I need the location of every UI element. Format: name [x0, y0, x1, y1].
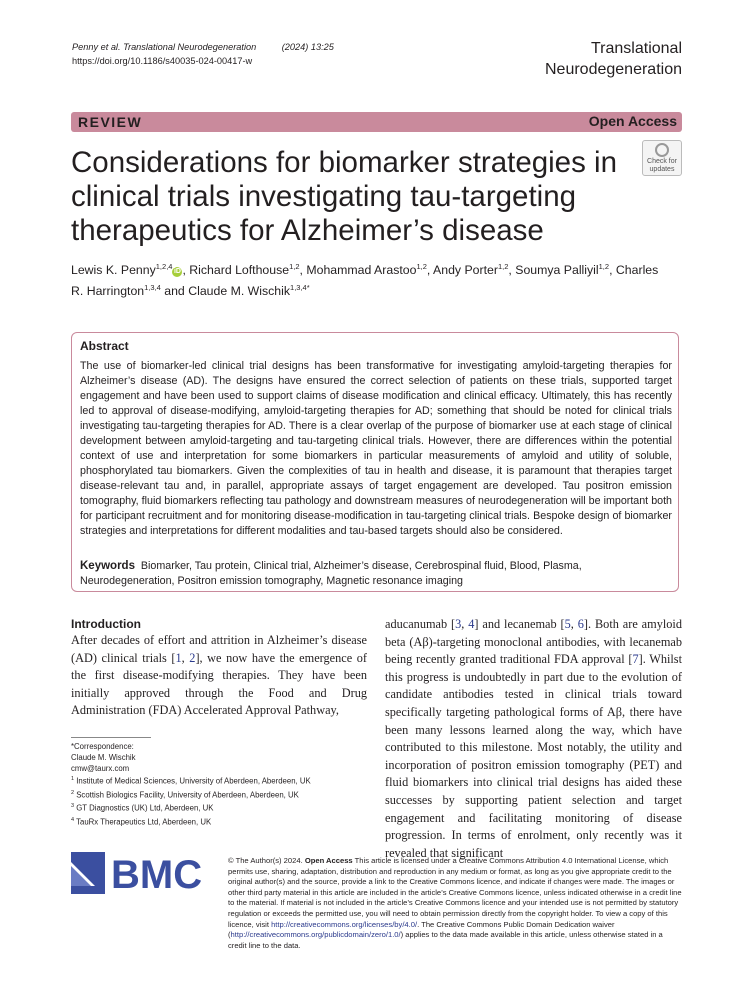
- correspondence-name: Claude M. Wischik: [71, 752, 136, 762]
- article-type: REVIEW: [78, 114, 143, 130]
- header-authors-journal: Penny et al. Translational Neurodegeneration: [72, 42, 257, 52]
- body-column-left: After decades of effort and attrition in Alzheimer’s disease (AD) clinical trials [1, 2], we now have the emergence of the first disease-modifying therapies. They have been initially approved through the Food and Drug Administration (FDA) Accelerated Approval Pathway,: [71, 633, 367, 718]
- bmc-logo-text: BMC: [111, 853, 203, 894]
- affiliation: $^1$ Institute of Medical Sciences, University of Aberdeen, Aberdeen, UK: [71, 776, 311, 786]
- citation-link[interactable]: 3: [455, 617, 462, 631]
- affiliation: $^3$ GT Diagnostics (UK) Ltd, Aberdeen, UK: [71, 803, 214, 813]
- citation-link[interactable]: 5: [564, 617, 571, 631]
- correspondence-label: *Correspondence:: [71, 742, 134, 751]
- running-header: [72, 40, 334, 68]
- introduction-heading: Introduction: [71, 617, 141, 631]
- author[interactable]: Lewis K. Penny: [71, 263, 156, 278]
- article-type-banner: [71, 112, 682, 132]
- abstract-heading: Abstract: [80, 339, 129, 353]
- keywords-list: Biomarker, Tau protein, Clinical trial, Alzheimer’s disease, Cerebrospinal fluid, Blood, Plasma, Neurodegeneration, Positron emission tomography, Magnetic resonance imaging: [80, 560, 582, 587]
- author-list: Lewis K. Penny$^{1,2,4}$iD , Richard Lofthouse$^{1,2}$, Mohammad Arastoo$^{1,2}$, Andy Porter$^{1,2}$, Soumya Palliyil$^{1,2}$, Charles R. Harrington$^{1,3,4}$ and Claude M. Wischik$^{1,3,4*}$: [71, 262, 659, 299]
- footnote-divider: [71, 737, 151, 738]
- public-domain-link[interactable]: http://creativecommons.org/publicdomain/zero/1.0/: [230, 930, 401, 940]
- author[interactable]: Claude M. Wischik: [188, 284, 291, 299]
- citation-link[interactable]: 6: [577, 617, 584, 631]
- citation-link[interactable]: 4: [468, 617, 475, 631]
- affiliation: $^2$ Scottish Biologics Facility, University of Aberdeen, Aberdeen, UK: [71, 789, 299, 800]
- author[interactable]: Richard Lofthouse: [189, 263, 290, 278]
- citation-link[interactable]: 1: [175, 650, 182, 665]
- correspondence-email[interactable]: cmw@taurx.com: [71, 763, 130, 773]
- license-link[interactable]: http://creativecommons.org/licenses/by/4.0/: [271, 919, 418, 929]
- citation-link[interactable]: 2: [189, 650, 196, 665]
- open-access-label: Open Access: [588, 113, 677, 129]
- footnotes: [71, 742, 367, 828]
- author[interactable]: Soumya Palliyil: [515, 263, 599, 278]
- header-year-volume: (2024) 13:25: [281, 42, 334, 52]
- abstract-text: The use of biomarker-led clinical trial designs has been transformative for investigating amyloid-targeting therapies for Alzheimer’s disease (AD). The designs have ensured the correct selection of patients on these trials, supported target engagement and have been used to support claims of disease modification and clinical efficacy. Ultimately, this has recently led to approval of disease-modifying, amyloid-targeting therapies for AD; something that should be noted for clinical trials investigating tau-targeting therapies for AD. There is a clear overlap of the purpose of biomarker use at each stage of clinical development between amyloid-targeting and tau-targeting clinical trials. However, there are differences within the potential context of use and interpretation for some biomarkers in particular measurements of amyloid and utility of soluble, phosphorylated tau biomarkers. Given the complexities of tau in health and disease, it is paramount that therapies target disease-relevant tau and, in parallel, appropriate assays of target engagement are developed. Tau positron emission tomography, fluid biomarkers reflecting tau pathology and downstream measures of neurodegeneration will be important both for participant recruitment and for monitoring disease-modification in tau-targeting clinical trials. Bespoke design of biomarker strategies and interpretations for different modalities and tau-based targets should also be considered.: [80, 360, 672, 537]
- author[interactable]: Mohammad Arastoo: [306, 263, 417, 278]
- update-icon: [655, 143, 669, 157]
- affiliation: $^4$ TauRx Therapeutics Ltd, Aberdeen, UK: [71, 816, 212, 827]
- citation-link[interactable]: 7: [632, 652, 639, 667]
- article-title: Considerations for biomarker strategies in clinical trials investigating tau-targeting therapeutics for Alzheimer’s disease: [71, 146, 617, 247]
- license-text: © The Author(s) 2024. Open Access This article is licensed under a Creative Commons Attribution 4.0 International License, which permits use, sharing, adaptation, distribution and reproduction in any medium or format, as long as you give appropriate credit to the original author(s) and the source, provide a link to the Creative Commons licence, and indicate if changes were made. The images or other third party material in this article are included in the article’s Creative Commons licence, unless indicated otherwise in a credit line to the material. If material is not included in the article’s Creative Commons licence and your intended use is not permitted by statutory regulation or exceeds the permitted use, you will need to obtain permission directly from the copyright holder. To view a copy of this licence, visit http://creativecommons.org/licenses/by/4.0/. The Creative Commons Public Domain Dedication waiver (http://creativecommons.org/publicdomain/zero/1.0/) applies to the data made available in this article, unless otherwise stated in a credit line to the data.: [228, 856, 682, 950]
- body-column-right: aducanumab [3, 4] and lecanemab [5, 6]. Both are amyloid beta (Aβ)-targeting monoclonal antibodies, with lecanemab being recently granted traditional FDA approval [7]. Whilst this progress is undoubtedly in part due to the evolution of candidate antibodies tested in clinical trials toward specifically targeting pathological forms of Aβ, there have been many lessons learned along the way, which have contributed to this milestone. Most notably, the utility and incorporation of positron emission tomography (PET) and fluid biomarkers into clinical trial designs has aided these successes by supporting patient selection and target engagement and facilitating monitoring of disease progression. In terms of enrolment, only recently was it revealed that significant: [385, 617, 683, 860]
- keywords: [80, 559, 672, 589]
- journal-name: Translational Neurodegeneration: [545, 40, 682, 78]
- check-for-updates-badge[interactable]: Check for updates: [642, 140, 682, 176]
- orcid-icon[interactable]: iD: [173, 268, 181, 276]
- author[interactable]: Andy Porter: [433, 263, 498, 278]
- header-doi[interactable]: https://doi.org/10.1186/s40035-024-00417-w: [72, 56, 253, 66]
- bmc-logo: [71, 852, 211, 894]
- keywords-label: Keywords: [80, 560, 135, 572]
- author[interactable]: Charles R. Harrington: [71, 263, 659, 299]
